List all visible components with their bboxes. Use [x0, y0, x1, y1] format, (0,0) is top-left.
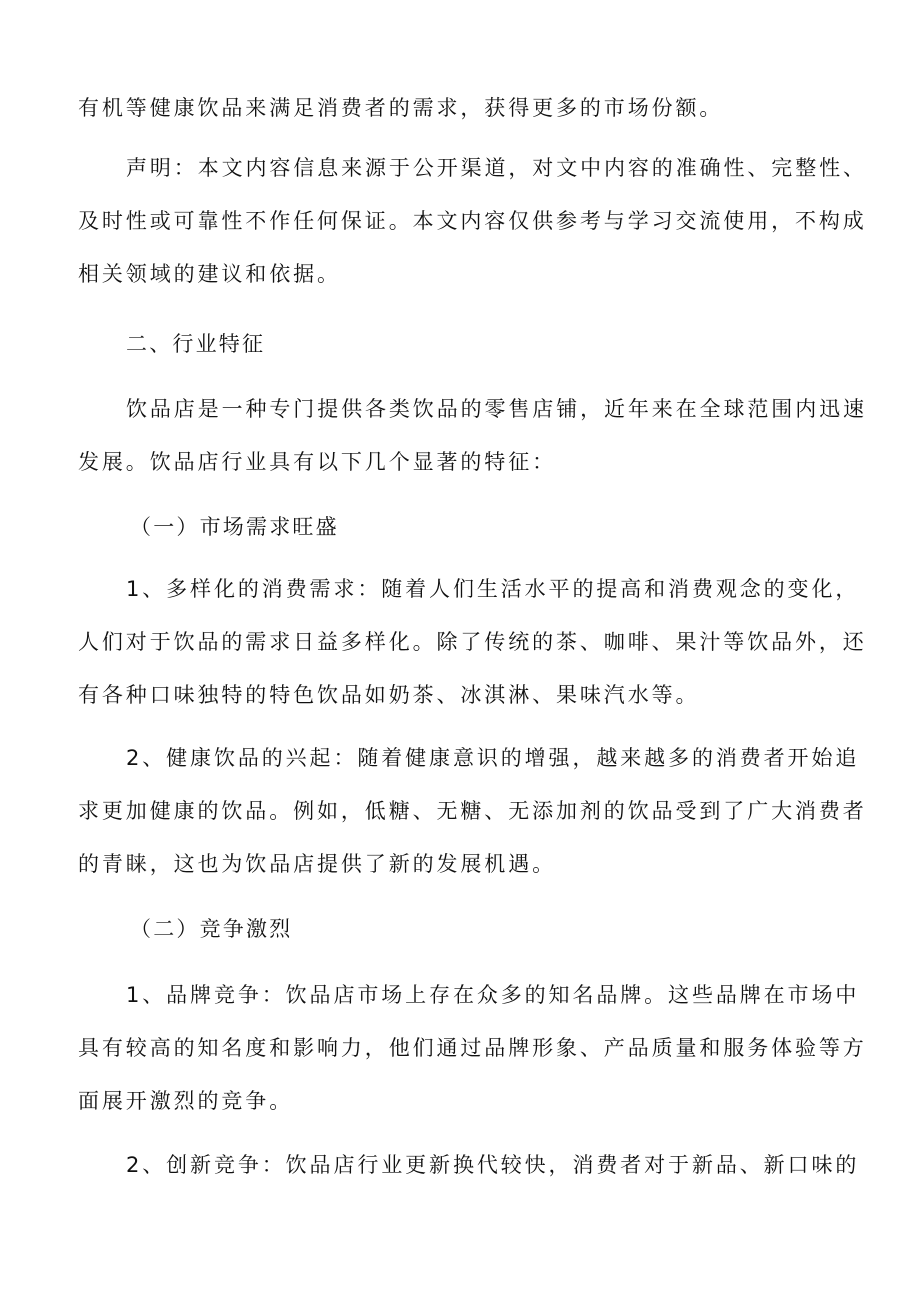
subsection-2-title: （二）竞争激烈 [130, 917, 293, 941]
disclaimer-line-3: 相关领域的建议和依据。 [78, 262, 341, 286]
disclaimer-line-1: 声明：本文内容信息来源于公开渠道，对文中内容的准确性、完整性、 [126, 156, 867, 180]
sub1-item1-line-3: 有各种口味独特的特色饮品如奶茶、冰淇淋、果味汽水等。 [78, 683, 700, 707]
section-intro-line-2: 发展。饮品店行业具有以下几个显著的特征： [78, 450, 556, 474]
sub1-item1-line-2: 人们对于饮品的需求日益多样化。除了传统的茶、咖啡、果汁等饮品外，还 [78, 630, 867, 654]
sub1-item2-line-2: 求更加健康的饮品。例如，低糖、无糖、无添加剂的饮品受到了广大消费者 [78, 799, 867, 823]
sub1-item2-line-3: 的青睐，这也为饮品店提供了新的发展机遇。 [78, 852, 556, 876]
intro-tail-line: 有机等健康饮品来满足消费者的需求，获得更多的市场份额。 [78, 96, 724, 120]
section-title: 二、行业特征 [126, 332, 266, 356]
sub2-item1-line-1: 1、品牌竞争：饮品店市场上存在众多的知名品牌。这些品牌在市场中 [126, 983, 860, 1007]
sub1-item2-line-1: 2、健康饮品的兴起：随着健康意识的增强，越来越多的消费者开始追 [126, 746, 860, 770]
sub1-item1-line-1: 1、多样化的消费需求：随着人们生活水平的提高和消费观念的变化， [126, 577, 860, 601]
sub2-item2-line-1: 2、创新竞争：饮品店行业更新换代较快，消费者对于新品、新口味的 [126, 1153, 860, 1177]
subsection-1-title: （一）市场需求旺盛 [130, 515, 339, 539]
disclaimer-line-2: 及时性或可靠性不作任何保证。本文内容仅供参考与学习交流使用，不构成 [78, 209, 867, 233]
sub2-item1-line-2: 具有较高的知名度和影响力，他们通过品牌形象、产品质量和服务体验等方 [78, 1036, 867, 1060]
sub2-item1-line-3: 面展开激烈的竞争。 [78, 1089, 294, 1113]
section-intro-line-1: 饮品店是一种专门提供各类饮品的零售店铺，近年来在全球范围内迅速 [126, 397, 867, 421]
